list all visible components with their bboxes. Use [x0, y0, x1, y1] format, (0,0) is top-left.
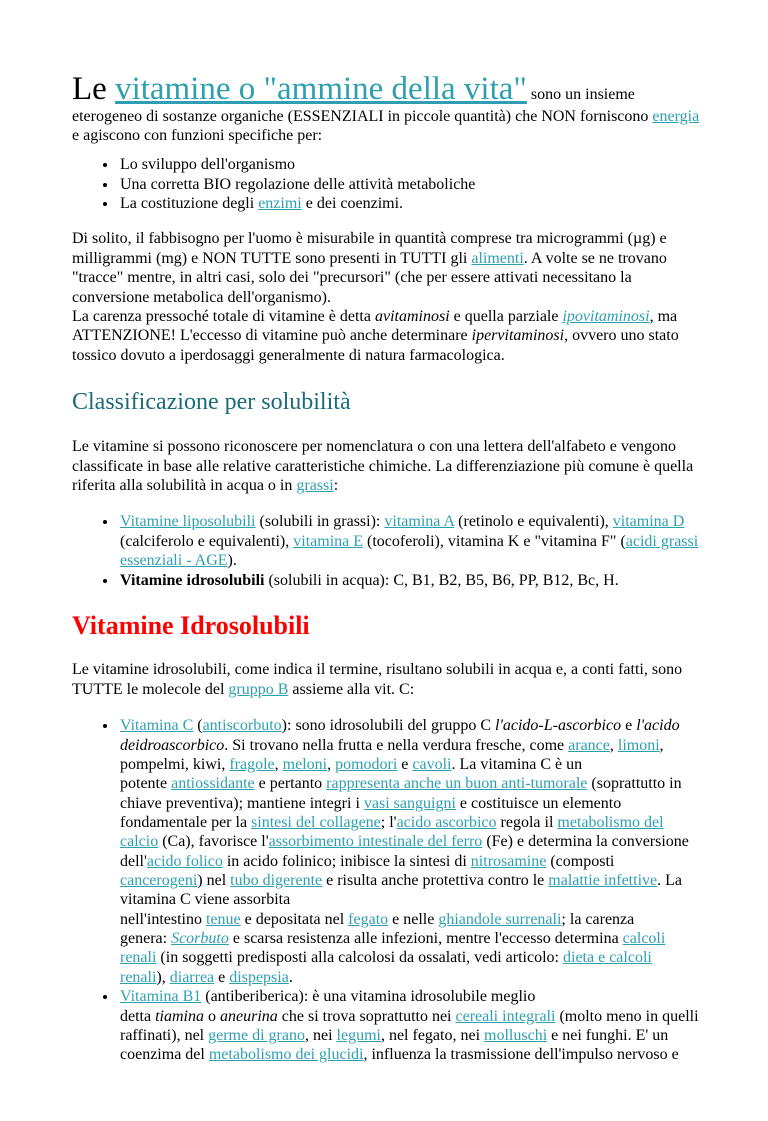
link-vasi-sanguigni[interactable]: vasi sanguigni — [363, 794, 456, 812]
text-segment: , influenza la trasmissione dell'impulso nervoso e — [363, 1046, 679, 1064]
text-segment: e nelle — [388, 910, 439, 928]
functions-list — [72, 155, 700, 213]
text-segment: (Fe) e determina la conversione dell' — [120, 833, 689, 870]
solubilita-list — [72, 512, 700, 589]
text-segment: assieme alla vit. C: — [288, 680, 415, 698]
link-ipovitaminosi[interactable]: ipovitaminosi — [562, 307, 650, 325]
text-segment: Le vitamine si possono riconoscere per nomenclatura o con una lettera dell'alfabeto e vengono classificate in base alle relative caratteristiche chimiche. La differenziazione più comune è quella riferita alla solubilità in acqua o in — [72, 438, 694, 495]
text-segment: ( — [193, 717, 203, 735]
text-segment: l'acido-L-ascorbico — [495, 717, 622, 735]
text-segment: (solubili in acqua): C, B1, B2, B5, B6, PP, B12, Bc, H. — [264, 571, 619, 589]
text-segment: (Ca), favorisce l' — [158, 833, 269, 851]
text-segment: nell'intestino — [120, 910, 206, 928]
text-segment: , pompelmi, kiwi, — [120, 736, 664, 773]
text-segment: , — [609, 736, 618, 754]
text-segment: e dei coenzimi. — [301, 195, 404, 213]
link-fragole[interactable]: fragole — [229, 755, 275, 773]
idrosolubili-intro-paragraph — [72, 660, 700, 699]
link-dieta-e-calcoli-renali[interactable]: dieta e calcoli renali — [120, 949, 652, 986]
link-antiossidante[interactable]: antiossidante — [171, 775, 255, 793]
list-item-sviluppo — [118, 155, 700, 174]
link-arance[interactable]: arance — [568, 736, 610, 754]
link-tubo-digerente[interactable]: tubo digerente — [230, 872, 323, 890]
link-vitamina-e[interactable]: vitamina E — [293, 532, 364, 550]
text-segment: ). — [227, 552, 237, 570]
link-enzimi[interactable]: enzimi — [258, 195, 302, 213]
link-legumi[interactable]: legumi — [336, 1026, 381, 1044]
text-segment: e depositata nel — [240, 910, 349, 928]
link-vitamina-b1[interactable]: Vitamina B1 — [120, 988, 202, 1006]
text-segment: Le — [72, 71, 116, 107]
text-segment: e — [621, 717, 637, 735]
text-segment: (calciferolo e equivalenti), — [120, 532, 294, 550]
list-item-liposolubili — [118, 512, 700, 570]
link-acido-folico[interactable]: acido folico — [146, 852, 223, 870]
text-segment: potente — [120, 775, 172, 793]
link-germe-di-grano[interactable]: germe di grano — [208, 1026, 305, 1044]
text-segment: , ovvero uno stato tossico dovuto a iperdosaggi generalmente di natura farmacologica. — [72, 327, 679, 364]
link-tenue[interactable]: tenue — [205, 910, 241, 928]
link-calcoli-renali[interactable]: calcoli renali — [120, 930, 666, 967]
link-cereali-integrali[interactable]: cereali integrali — [455, 1007, 556, 1025]
link-pomodori[interactable]: pomodori — [335, 755, 398, 773]
list-item-idrosolubili — [118, 571, 700, 590]
text-segment: e risulta anche protettiva contro le — [322, 872, 549, 890]
link-alimenti[interactable]: alimenti — [471, 249, 524, 267]
link-fegato[interactable]: fegato — [348, 910, 389, 928]
text-segment: e — [214, 968, 230, 986]
text-segment: : — [333, 477, 339, 495]
link-gruppo-b[interactable]: gruppo B — [228, 680, 289, 698]
vitamins-list — [72, 716, 700, 1064]
text-segment: Le vitamine idrosolubili, come indica il termine, risultano solubili in acqua e, a conti fatti, sono TUTTE le molecole del — [72, 661, 683, 698]
link-ghiandole-surrenali[interactable]: ghiandole surrenali — [438, 910, 562, 928]
text-segment: , — [327, 755, 336, 773]
text-segment: ): sono idrosolubili del gruppo C — [281, 717, 495, 735]
fabbisogno-paragraph — [72, 229, 700, 306]
link-energia[interactable]: energia — [652, 107, 700, 125]
link-vitamine-liposolubili[interactable]: Vitamine liposolubili — [120, 513, 256, 531]
text-segment: detta — [120, 1007, 156, 1025]
text-segment: e agiscono con funzioni specifiche per: — [72, 127, 323, 144]
text-segment: Vitamine idrosolubili — [120, 571, 265, 589]
text-segment: (composti — [546, 852, 615, 870]
text-segment: (soprattutto in chiave preventiva); mantiene integri i — [120, 775, 682, 812]
link-nitrosamine[interactable]: nitrosamine — [470, 852, 547, 870]
text-segment: Una corretta BIO regolazione delle attività metaboliche — [120, 175, 476, 193]
text-segment: (retinolo e equivalenti), — [454, 513, 613, 531]
link-assorbimento-intestinale-del-ferro[interactable]: assorbimento intestinale del ferro — [268, 833, 483, 851]
link-molluschi[interactable]: molluschi — [484, 1026, 548, 1044]
link-acido-ascorbico[interactable]: acido ascorbico — [396, 813, 497, 831]
text-segment: La costituzione degli — [120, 195, 259, 213]
page-title — [72, 72, 700, 145]
text-segment: ipervitaminosi — [471, 327, 565, 345]
text-segment: . — [288, 968, 293, 986]
link-sintesi-del-collagene[interactable]: sintesi del collagene — [251, 813, 381, 831]
link-diarrea[interactable]: diarrea — [169, 968, 215, 986]
text-segment: , nel fegato, nei — [380, 1026, 485, 1044]
link-antiscorbuto[interactable]: antiscorbuto — [202, 717, 282, 735]
text-segment: tiamina — [155, 1007, 204, 1025]
text-segment: ), — [156, 968, 170, 986]
link-vitamine-o-ammine-della-vita[interactable]: vitamine o "ammine della vita" — [115, 71, 527, 107]
link-cavoli[interactable]: cavoli — [412, 755, 452, 773]
link-metabolismo-del-calcio[interactable]: metabolismo del calcio — [120, 813, 664, 851]
idrosolubili-heading: Vitamine Idrosolubili — [72, 610, 310, 640]
text-segment: sono un insieme eterogeneo di sostanze organiche (ESSENZIALI in piccole quantità) che NON forniscono — [72, 86, 653, 125]
link-malattie-infettive[interactable]: malattie infettive — [548, 872, 658, 890]
text-segment: e scarsa resistenza alle infezioni, mentre l'eccesso determina — [228, 930, 623, 948]
list-item-costituzione-enzimi — [118, 194, 700, 213]
text-segment: (tocoferoli), vitamina K e "vitamina F" ( — [363, 532, 626, 550]
nomenclatura-paragraph — [72, 437, 700, 495]
text-segment: e nei funghi. E' un coenzima del — [120, 1026, 669, 1064]
text-segment: La carenza pressoché totale di vitamine è detta — [72, 307, 375, 325]
text-segment: ) nel — [197, 872, 231, 890]
text-segment: . La vitamina C viene assorbita — [120, 872, 682, 909]
carenza-paragraph — [72, 307, 700, 365]
text-segment: e quella parziale — [449, 307, 563, 325]
text-segment: , — [274, 755, 283, 773]
text-segment: , nei — [304, 1026, 337, 1044]
link-scorbuto[interactable]: Scorbuto — [171, 930, 229, 948]
link-dispepsia[interactable]: dispepsia — [229, 968, 289, 986]
text-segment: genera: — [120, 930, 172, 948]
text-segment: (solubili in grassi): — [255, 513, 385, 531]
link-vitamina-a[interactable]: vitamina A — [384, 513, 455, 531]
text-segment: aneurina — [219, 1007, 278, 1025]
text-segment: (antiberiberica): è una vitamina idrosolubile meglio — [201, 988, 536, 1006]
link-vitamina-d[interactable]: vitamina D — [612, 513, 685, 531]
link-limoni[interactable]: limoni — [617, 736, 660, 754]
text-segment: , ma ATTENZIONE! L'eccesso di vitamine può anche determinare — [72, 307, 678, 345]
text-segment: Lo sviluppo dell'organismo — [120, 156, 296, 174]
text-segment: ; la carenza — [561, 910, 635, 928]
text-segment: che si trova soprattutto nei — [277, 1007, 456, 1025]
text-segment: regola il — [496, 813, 558, 831]
list-item-vitamina-c — [118, 716, 700, 987]
text-segment: e — [397, 755, 413, 773]
text-segment: . A volte se ne trovano "tracce" mentre, in altri casi, solo dei "precursori" (che per essere attivati necessitano la conversione metabolica dell'organismo). — [72, 249, 667, 306]
text-segment: e costituisce un elemento fondamentale per la — [120, 794, 622, 831]
text-segment: ; l' — [380, 813, 397, 831]
text-segment: l'acido deidroascorbico — [120, 717, 680, 754]
link-rappresenta-anche-un-buon-anti-tumorale[interactable]: rappresenta anche un buon anti-tumorale — [326, 775, 588, 793]
link-vitamina-c[interactable]: Vitamina C — [120, 717, 194, 735]
text-segment: . Si trovano nella frutta e nella verdura fresche, come — [224, 736, 569, 754]
link-acidi-grassi-essenziali-age[interactable]: acidi grassi essenziali - AGE — [120, 532, 699, 570]
classificazione-heading: Classificazione per solubilità — [72, 388, 351, 415]
text-segment: in acido folinico; inibisce la sintesi di — [222, 852, 471, 870]
link-meloni[interactable]: meloni — [282, 755, 328, 773]
link-metabolismo-dei-glucidi[interactable]: metabolismo dei glucidi — [208, 1046, 364, 1064]
text-segment: (in soggetti predisposti alla calcolosi da ossalati, vedi articolo: — [156, 949, 563, 967]
text-segment: e pertanto — [254, 775, 327, 793]
list-item-vitamina-b1 — [118, 987, 700, 1064]
text-segment: Di solito, il fabbisogno per l'uomo è misurabile in quantità comprese tra microgrammi (µg) e milligrammi (mg) e NON TUTTE sono presenti in TUTTI gli — [72, 230, 667, 267]
link-cancerogeni[interactable]: cancerogeni — [120, 872, 198, 890]
text-segment: (molto meno in quelli raffinati), nel — [120, 1007, 699, 1044]
link-grassi[interactable]: grassi — [296, 477, 334, 495]
text-segment: o — [203, 1007, 220, 1025]
text-segment: . La vitamina C è un — [451, 755, 583, 773]
list-item-bio-regolazione — [118, 175, 700, 194]
text-segment: avitaminosi — [374, 307, 450, 325]
